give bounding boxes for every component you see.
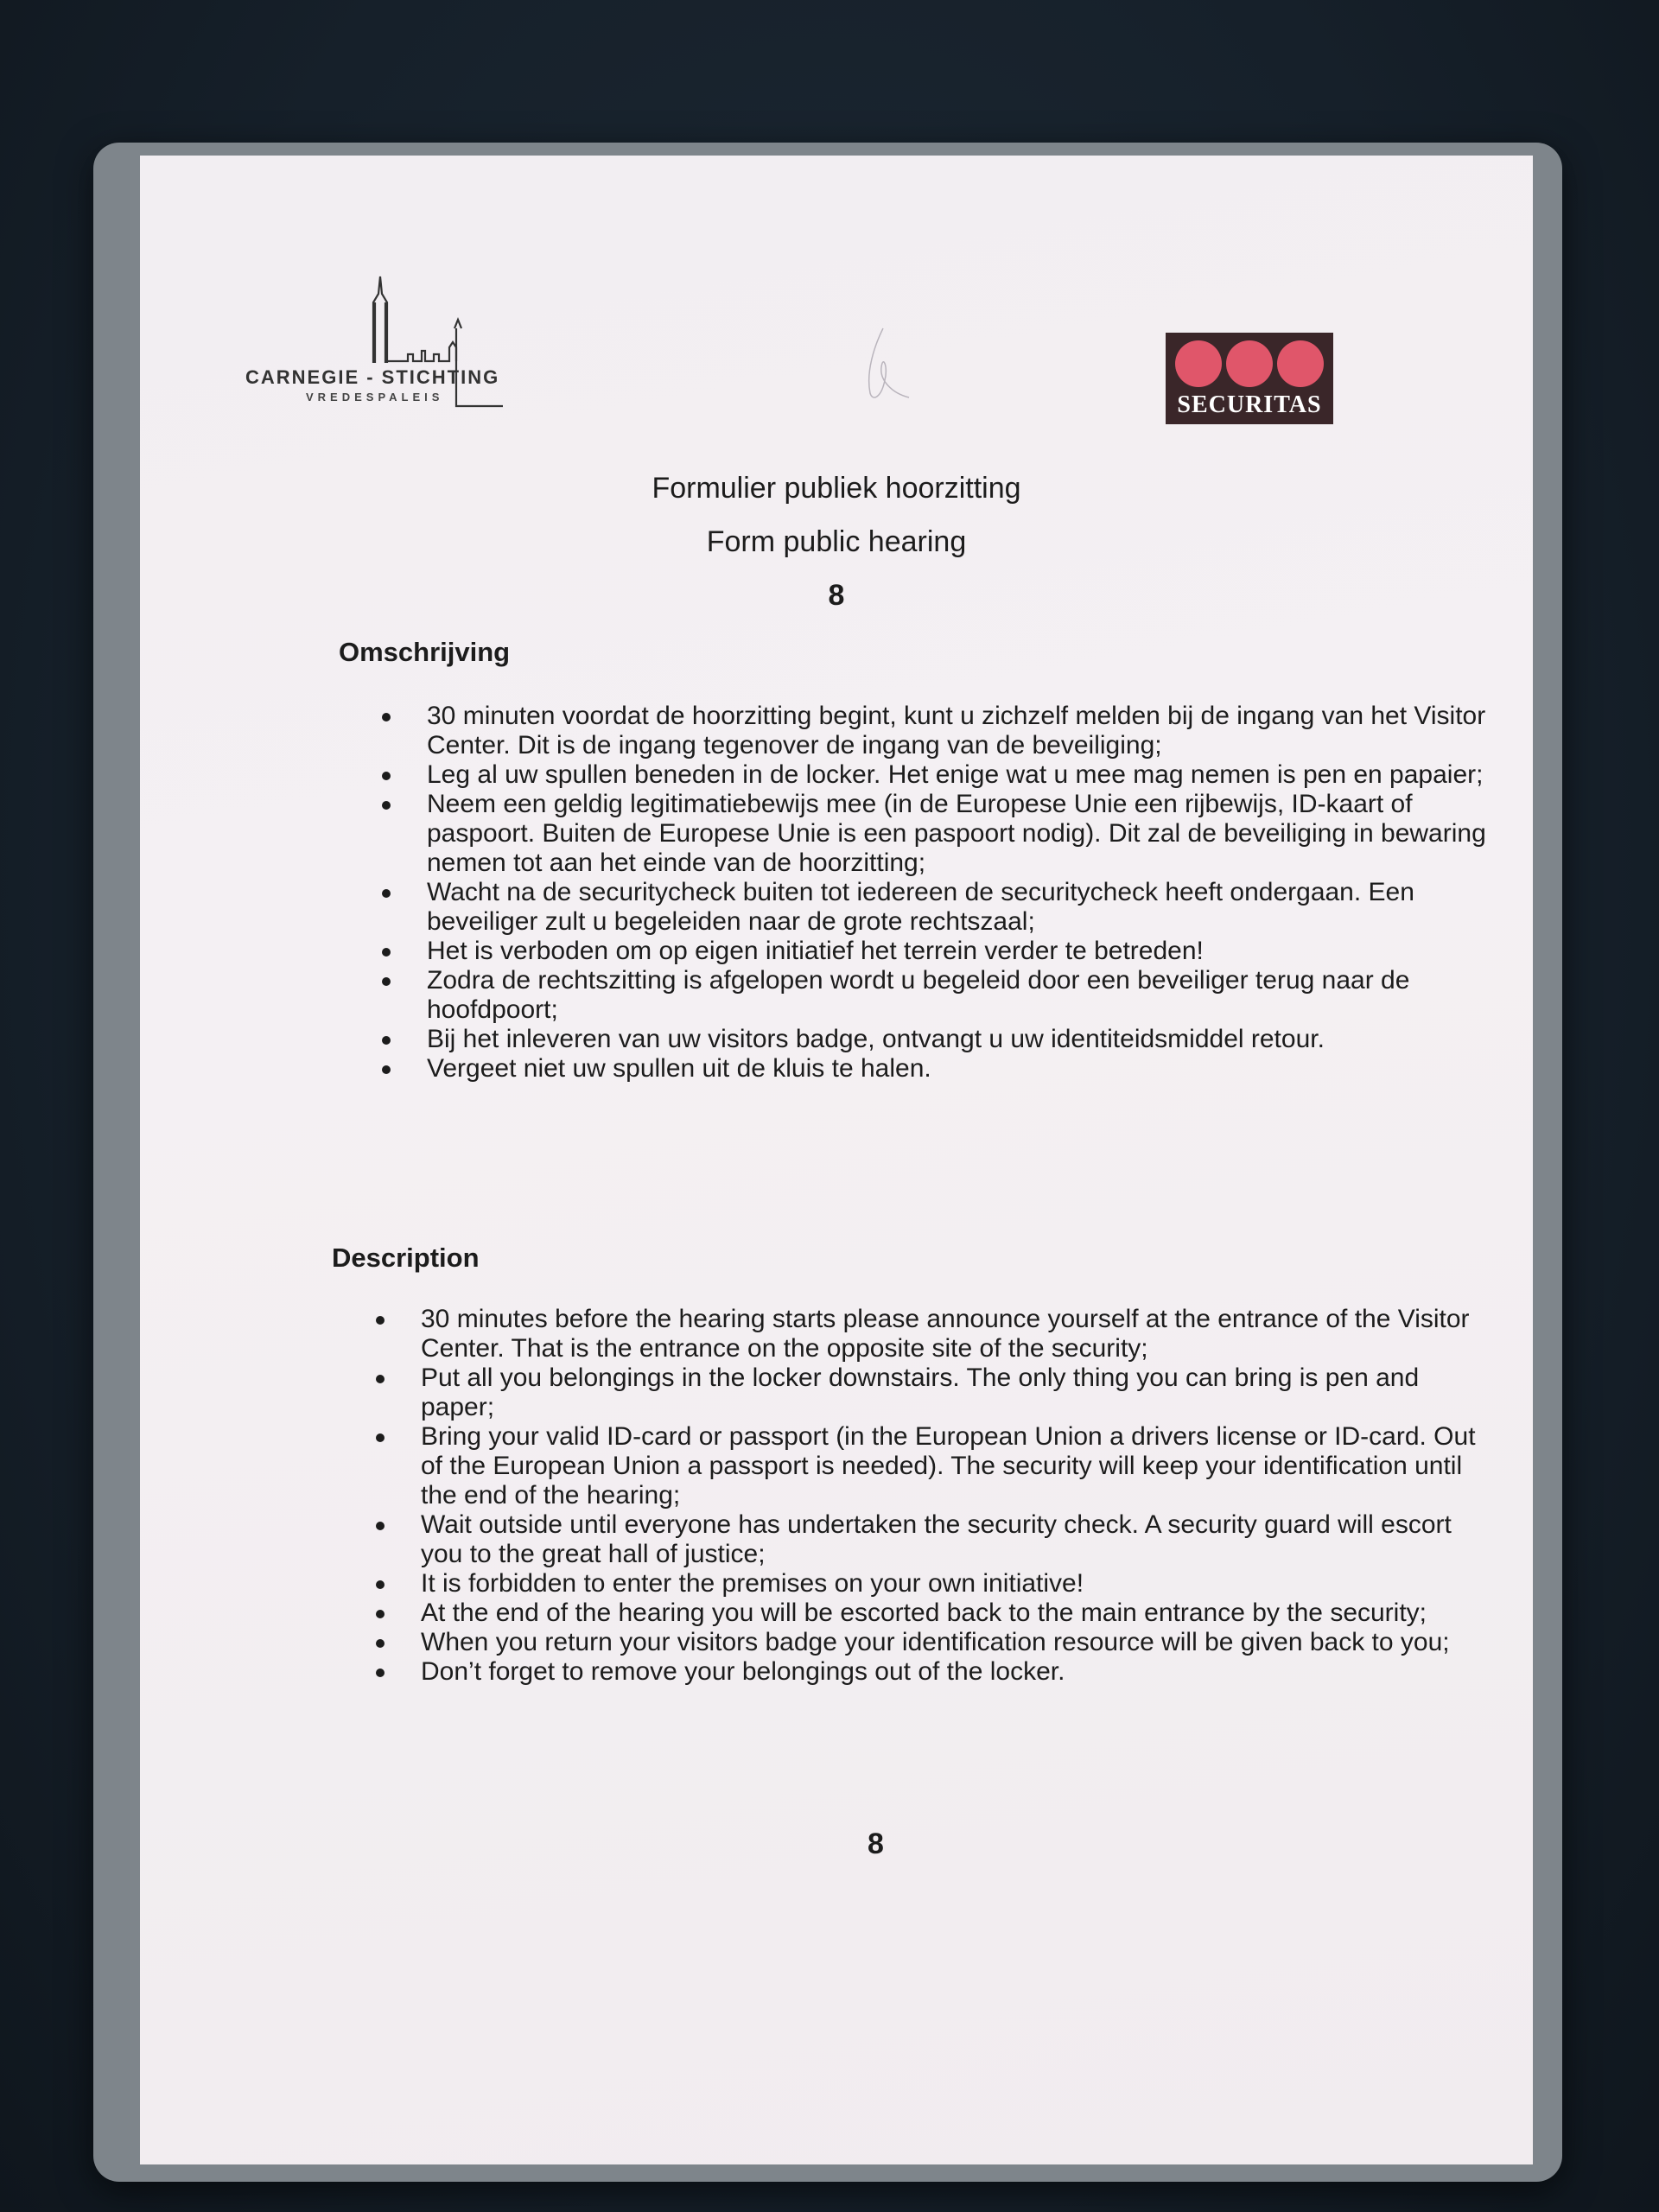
list-item: Wacht na de securitycheck buiten tot iedereen de securitycheck heeft ondergaan. Een beveiliger zult u begeleiden naar de grote rechtszaal; — [375, 878, 1490, 937]
list-item: It is forbidden to enter the premises on your own initiative! — [369, 1569, 1492, 1599]
list-item: At the end of the hearing you will be escorted back to the main entrance by the security; — [369, 1599, 1492, 1628]
list-item: Zodra de rechtszitting is afgelopen wordt u begeleid door een beveiliger terug naar de hoofdpoort; — [375, 966, 1490, 1025]
securitas-dots-icon — [1173, 338, 1326, 390]
peace-palace-skyline-logo — [244, 268, 555, 410]
pen-scribble — [831, 320, 935, 415]
list-item: Don’t forget to remove your belongings out of the locker. — [369, 1657, 1492, 1687]
document-page — [140, 156, 1533, 2164]
list-item: 30 minuten voordat de hoorzitting begint, kunt u zichzelf melden bij de ingang van het Visitor Center. Dit is de ingang tegenover de ingang van de beveiliging; — [375, 702, 1490, 760]
vredespaleis-name: VREDESPALEIS — [306, 391, 444, 404]
list-item: 30 minutes before the hearing starts please announce yourself at the entrance of the Visitor Center. That is the entrance on the opposite site of the security; — [369, 1305, 1492, 1363]
list-item: Bij het inleveren van uw visitors badge, ontvangt u uw identiteidsmiddel retour. — [375, 1025, 1490, 1054]
section-heading-english: Description — [332, 1243, 480, 1273]
list-item: Het is verboden om op eigen initiatief het terrein verder te betreden! — [375, 937, 1490, 966]
carnegie-stichting-name: CARNEGIE - STICHTING — [245, 366, 500, 388]
section-heading-dutch: Omschrijving — [339, 637, 511, 667]
list-item: Leg al uw spullen beneden in de locker. Het enige wat u mee mag nemen is pen en papaier; — [375, 760, 1490, 790]
list-item: Vergeet niet uw spullen uit de kluis te halen. — [375, 1054, 1490, 1084]
list-item: When you return your visitors badge your identification resource will be given back to you; — [369, 1628, 1492, 1657]
english-instructions-list — [369, 1305, 1492, 1687]
page-number: 8 — [868, 1827, 884, 1860]
list-item: Bring your valid ID-card or passport (in the European Union a drivers license or ID-card. Out of the European Union a passport is needed). The security will keep your identification until the end of the hearing; — [369, 1422, 1492, 1510]
securitas-name: SECURITAS — [1177, 391, 1322, 418]
list-item: Wait outside until everyone has undertaken the security check. A security guard will escort you to the great hall of justice; — [369, 1510, 1492, 1569]
list-item: Put all you belongings in the locker downstairs. The only thing you can bring is pen and paper; — [369, 1363, 1492, 1422]
page-title-dutch: Formulier publiek hoorzitting — [652, 472, 1021, 505]
dutch-instructions-list — [375, 702, 1490, 1084]
securitas-logo — [1166, 333, 1333, 424]
list-item: Neem een geldig legitimatiebewijs mee (in de Europese Unie een rijbewijs, ID-kaart of paspoort. Buiten de Europese Unie is een paspoort nodig). Dit zal de beveiliging in bewaring nemen tot aan het einde van de hoorzitting; — [375, 790, 1490, 878]
page-title-english: Form public hearing — [706, 525, 967, 558]
form-number: 8 — [828, 579, 845, 612]
